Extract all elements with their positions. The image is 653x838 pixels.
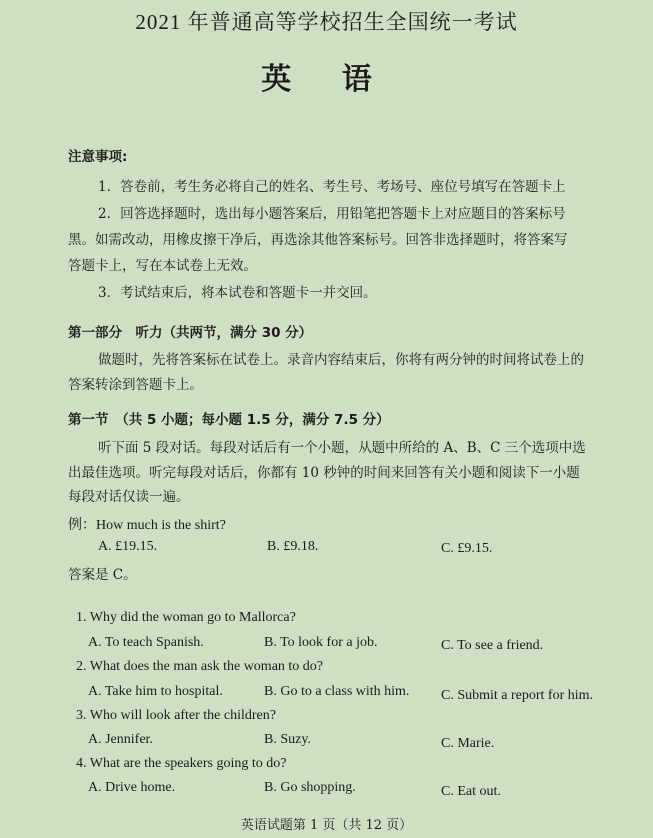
- notice-item-3: 3．考试结束后，将本试卷和答题卡一并交回。: [98, 285, 377, 301]
- question-3-option-a: A. Jennifer.: [88, 732, 153, 747]
- question-1-option-c: C. To see a friend.: [441, 638, 544, 653]
- notice-heading: 注意事项:: [68, 149, 128, 165]
- section1-heading: 第一节 （共 5 小题；每小题 1.5 分，满分 7.5 分）: [68, 412, 390, 428]
- example-option-a: A. £19.15.: [98, 539, 158, 554]
- question-3-option-c: C. Marie.: [441, 736, 495, 751]
- question-2: 2. What does the man ask the woman to do?: [76, 659, 324, 674]
- notice-item-2-line-3: 答题卡上，写在本试卷上无效。: [68, 258, 257, 274]
- example-option-b: B. £9.18.: [267, 539, 319, 554]
- subject-title: 英 语: [261, 62, 392, 97]
- notice-item-2-line-2: 黑。如需改动，用橡皮擦干净后，再选涂其他答案标号。回答非选择题时，将答案写: [68, 232, 568, 248]
- exam-title: 2021 年普通高等学校招生全国统一考试: [135, 10, 518, 34]
- question-2-option-a: A. Take him to hospital.: [88, 684, 223, 699]
- question-3-option-b: B. Suzy.: [264, 732, 311, 747]
- question-1-option-a: A. To teach Spanish.: [88, 635, 204, 650]
- part1-intro-line-1: 做题时，先将答案标在试卷上。录音内容结束后，你将有两分钟的时间将试卷上的: [98, 352, 584, 368]
- question-4-option-c: C. Eat out.: [441, 784, 501, 799]
- part1-heading: 第一部分 听力（共两节，满分 30 分）: [68, 325, 313, 341]
- question-4: 4. What are the speakers going to do?: [76, 756, 287, 771]
- notice-item-1: 1．答卷前，考生务必将自己的姓名、考生号、考场号、座位号填写在答题卡上: [98, 179, 566, 195]
- example-question: 例：How much is the shirt?: [68, 518, 226, 533]
- question-2-option-c: C. Submit a report for him.: [441, 688, 594, 703]
- section1-intro-line-2: 出最佳选项。听完每段对话后，你都有 10 秒钟的时间来回答有关小题和阅读下一小题: [68, 465, 580, 481]
- question-1: 1. Why did the woman go to Mallorca?: [76, 610, 296, 625]
- section1-intro-line-1: 听下面 5 段对话。每段对话后有一个小题，从题中所给的 A、B、C 三个选项中选: [98, 440, 586, 456]
- notice-item-2-line-1: 2．回答选择题时，选出每小题答案后，用铅笔把答题卡上对应题目的答案标号: [98, 206, 566, 222]
- part1-intro-line-2: 答案转涂到答题卡上。: [68, 377, 203, 393]
- question-1-option-b: B. To look for a job.: [264, 635, 378, 650]
- question-2-option-b: B. Go to a class with him.: [264, 684, 410, 699]
- example-option-c: C. £9.15.: [441, 541, 493, 556]
- question-4-option-a: A. Drive home.: [88, 780, 176, 795]
- bleed-through-texture: [420, 40, 423, 52]
- question-4-option-b: B. Go shopping.: [264, 780, 356, 795]
- page-footer: 英语试题第 1 页（共 12 页）: [240, 818, 413, 833]
- section1-intro-line-3: 每段对话仅读一遍。: [68, 489, 190, 505]
- question-3: 3. Who will look after the children?: [76, 708, 276, 723]
- example-answer: 答案是 C。: [68, 567, 137, 583]
